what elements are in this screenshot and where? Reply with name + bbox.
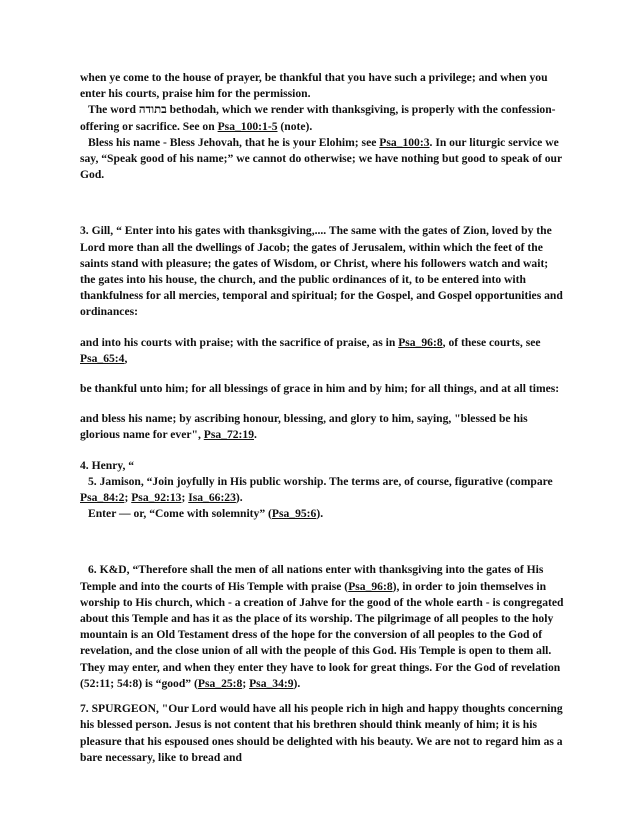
scripture-reference-link[interactable]: Psa_65:4 [80, 351, 125, 365]
paragraph-gap [80, 692, 566, 701]
paragraph-text: and bless his name; by ascribing honour, blessing, and glory to him, saying, "blessed be his glorious name for ever", [80, 412, 528, 442]
paragraph-p11 [80, 562, 566, 692]
paragraph-text: , [124, 351, 128, 365]
paragraph-text: Bless his name - Bless Jehovah, that he is your Elohim; see [88, 135, 380, 149]
paragraph-p4 [80, 223, 566, 320]
paragraph-gap [80, 444, 566, 458]
scripture-reference-link[interactable]: Isa_66:23 [188, 491, 236, 505]
paragraph-text: The word בתודה bethodah, which we render with thanksgiving, is properly with the confession-offering or sacrifice. See on [80, 103, 556, 133]
scripture-reference-link[interactable]: Psa_95:6 [271, 507, 317, 521]
paragraph-gap [80, 397, 566, 411]
paragraph-p12 [80, 701, 566, 766]
paragraph-gap [80, 522, 566, 562]
paragraph-text: ). [316, 507, 324, 521]
paragraph-p3 [80, 135, 566, 184]
paragraph-text: . [254, 428, 257, 442]
document-page [80, 70, 566, 766]
paragraph-text: 3. Gill, “ Enter into his gates with thanksgiving,.... The same with the gates of Zion, loved by the Lord more than all the dwellings of Jacob; the gates of Jerusalem, within which the feet of the saints stand with pleasure; the gates of Wisdom, or Christ, where his followers watch and wait; the gates into his house, the church, and the public ordinances of it, to be entered into with thankfulness for all mercies, temporal and spiritual; for the Gospel, and Gospel opportunities and ordinances: [80, 224, 563, 319]
paragraph-text: ). [293, 676, 301, 690]
scripture-reference-link[interactable]: Psa_100:3 [379, 135, 430, 149]
paragraph-text: be thankful unto him; for all blessings of grace in him and by him; for all things, and at all times: [80, 382, 560, 396]
paragraph-text: (note). [277, 119, 313, 133]
paragraph-text: ; [124, 491, 132, 505]
paragraph-text: 6. K&D, “Therefore shall the men of all nations enter with thanksgiving into the gates of His Temple and into the courts of His Temple with praise ( [80, 563, 544, 593]
paragraph-text: ). [235, 491, 243, 505]
paragraph-text: . In our liturgic service we say, “Speak good of his name;” we cannot do otherwise; we have nothing but good to speak of our God. [80, 135, 562, 182]
paragraph-gap [80, 367, 566, 381]
paragraph-text: 4. Henry, “ [80, 458, 135, 472]
paragraph-text: , of these courts, see [442, 335, 541, 349]
paragraph-p10 [80, 506, 566, 522]
scripture-reference-link[interactable]: Psa_25:8 [197, 676, 243, 690]
scripture-reference-link[interactable]: Psa_96:8 [348, 579, 393, 593]
paragraph-gap [80, 183, 566, 223]
scripture-reference-link[interactable]: Psa_96:8 [398, 335, 443, 349]
scripture-reference-link[interactable]: Psa_34:9 [249, 676, 294, 690]
paragraph-text: and into his courts with praise; with the sacrifice of praise, as in [80, 335, 399, 349]
paragraph-text: ; [242, 676, 250, 690]
paragraph-text: when ye come to the house of prayer, be thankful that you have such a privilege; and when you enter his courts, praise him for the permission. [80, 71, 548, 101]
scripture-reference-link[interactable]: Psa_84:2 [80, 491, 125, 505]
paragraph-p1 [80, 70, 566, 102]
paragraph-p5 [80, 335, 566, 367]
paragraph-p6 [80, 381, 566, 397]
paragraph-text: ; [181, 491, 189, 505]
paragraph-p7 [80, 411, 566, 443]
scripture-reference-link[interactable]: Psa_72:19 [203, 428, 254, 442]
paragraph-p8 [80, 458, 566, 474]
paragraph-text: Enter — or, “Come with solemnity” ( [88, 507, 272, 521]
scripture-reference-link[interactable]: Psa_92:13 [131, 491, 182, 505]
scripture-reference-link[interactable]: Psa_100:1-5 [217, 119, 278, 133]
paragraph-text: 5. Jamison, “Join joyfully in His public worship. The terms are, of course, figurative (compare [88, 474, 553, 488]
paragraph-gap [80, 321, 566, 335]
paragraph-p2 [80, 102, 566, 134]
paragraph-p9 [80, 474, 566, 506]
paragraph-text: ), in order to join themselves in worship to His church, which - a creation of Jahve for the good of the whole earth - is congregated about this Temple and has it as the place of its worship. The pilgrimage of all peoples to the holy mountain is an Old Testament dress of the hope for the conversion of all peoples to the God of revelation, and the close union of all with the people of this God. His Temple is open to them all. They may enter, and when they enter they have to look for great things. For the God of revelation (52:11; 54:8) is “good” ( [80, 579, 564, 690]
paragraph-text: 7. SPURGEON, "Our Lord would have all his people rich in high and happy thoughts concerning his blessed person. Jesus is not content that his brethren should think meanly of him; it is his pleasure that his espoused ones should be delighted with his beauty. We are not to regard him as a bare necessary, like to bread and [80, 702, 563, 764]
